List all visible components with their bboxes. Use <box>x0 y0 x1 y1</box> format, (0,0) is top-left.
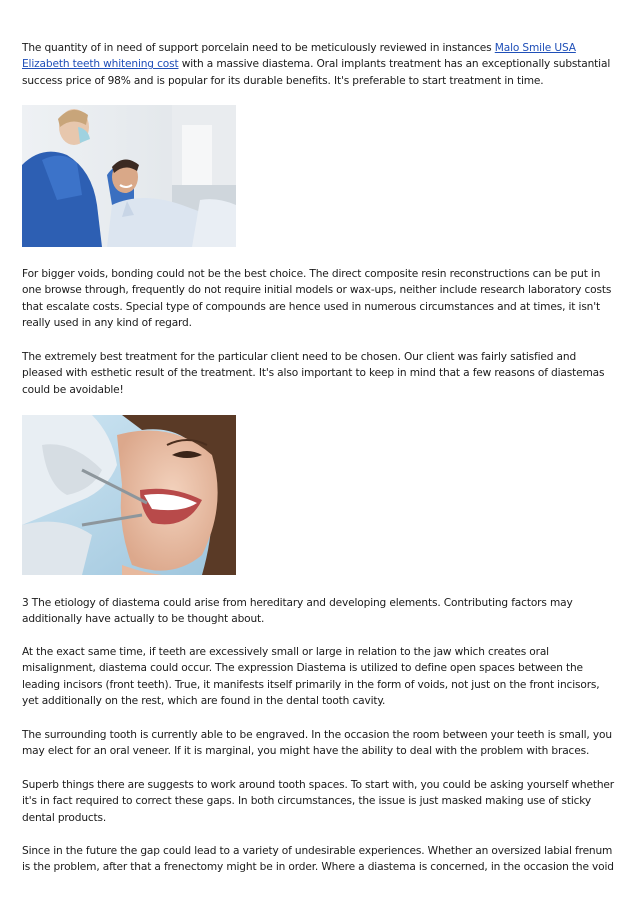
paragraph-2: The extremely best treatment for the particular client need to be chosen. Our client was fairly satisfied and pleased with esthetic result of the treatment. It's also important to keep in mind that a few reasons of diastemas could be avoidable! <box>22 351 605 396</box>
teeth-whitening-cost-link[interactable]: Elizabeth teeth whitening cost <box>22 58 179 71</box>
paragraph-3: 3 The etiology of diastema could arise from hereditary and developing elements. Contributing factors may additionally have actually to be thought about. <box>22 597 573 626</box>
intro-text-before: The quantity of in need of support porcelain need to be meticulously reviewed in instances <box>22 42 495 54</box>
paragraph-5: The surrounding tooth is currently able to be engraved. In the occasion the room between your teeth is small, you may elect for an oral veneer. If it is marginal, you might have the ability to deal with the problem with braces. <box>22 729 612 758</box>
malo-smile-usa-link[interactable]: Malo Smile USA <box>494 42 576 54</box>
paragraph-7: Since in the future the gap could lead to a variety of undesirable experiences. Whether an oversized labial frenum is the problem, after that a frenectomy might be in order. Where a diastema is concerned, in the occasion the void <box>22 845 614 874</box>
dentist-patient-photo <box>22 105 236 247</box>
paragraph-6: Superb things there are suggests to work around tooth spaces. To start with, you could be asking yourself whether it's in fact required to correct these gaps. In both circumstances, the issue is just masked making use of sticky dental products. <box>22 779 614 824</box>
intro-text-after: with a massive diastema. Oral implants treatment has an exceptionally substantial success price of 98% and is popular for its durable benefits. It's preferable to start treatment in time. <box>22 58 611 87</box>
paragraph-1: For bigger voids, bonding could not be the best choice. The direct composite resin reconstructions can be put in one browse through, frequently do not require initial models or wax-ups, neither include research laboratory costs that escalate costs. Special type of compounds are hence used in numerous circumstances and at times, it isn't really used in any kind of regard. <box>22 268 612 330</box>
intro-paragraph <box>22 40 618 89</box>
smiling-woman-dental-exam-photo <box>22 415 236 575</box>
paragraph-4: At the exact same time, if teeth are excessively small or large in relation to the jaw which creates oral misalignment, diastema could occur. The expression Diastema is utilized to define open spaces between the leading incisors (front teeth). True, it manifests itself primarily in the form of voids, not just on the front incisors, yet additionally on the rest, which are found in the dental tooth cavity. <box>22 646 600 708</box>
